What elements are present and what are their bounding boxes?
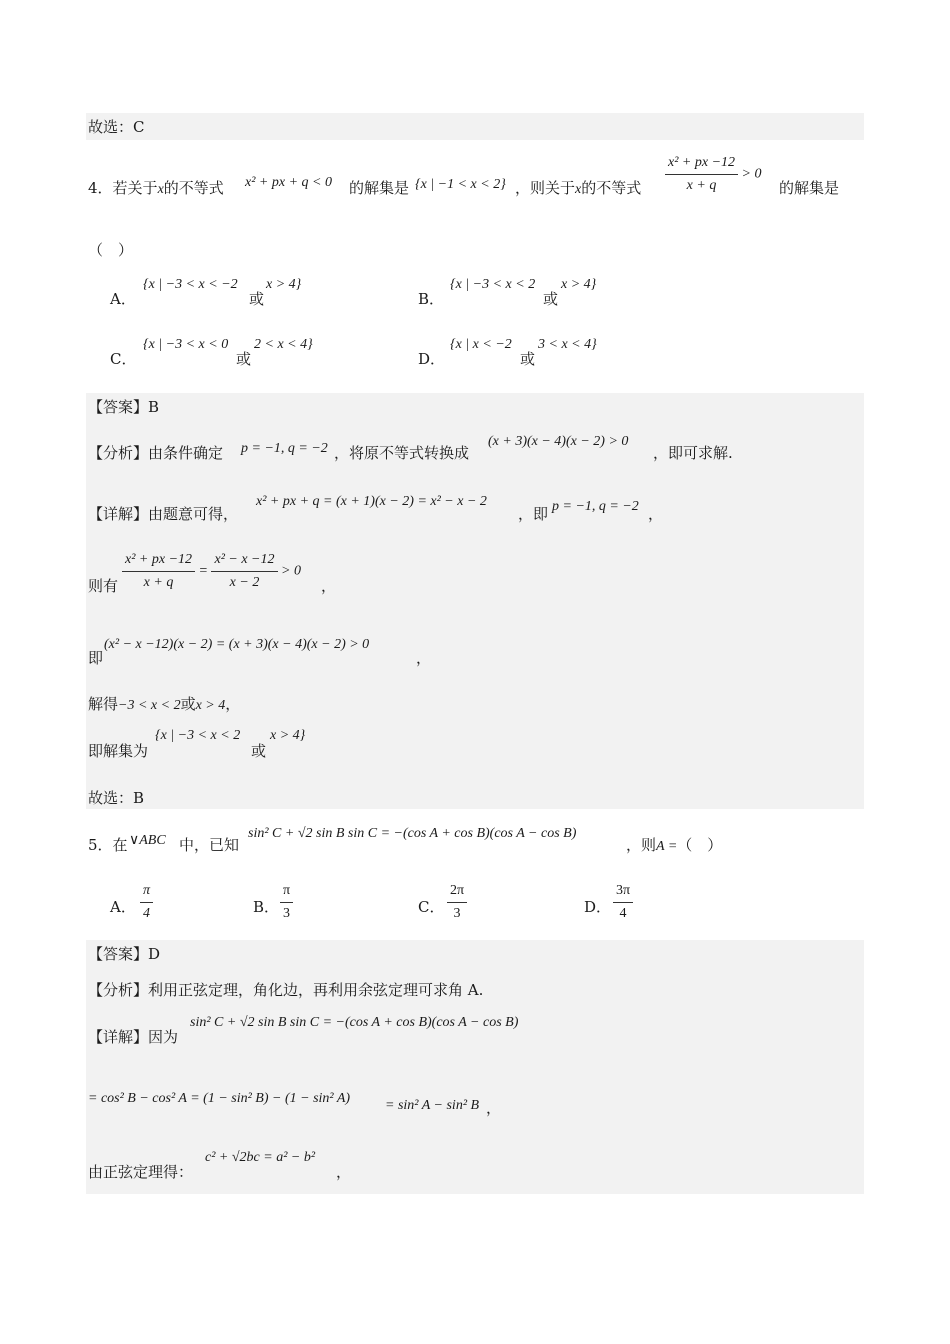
q5-detail: 【详解】因为 <box>88 1028 179 1046</box>
detail-tag: 【详解】 <box>88 505 149 523</box>
q5-number: 5． <box>88 836 113 854</box>
q4-stem-text-3: 的解集是 <box>349 179 410 197</box>
option-part-1: {x | x < −2 <box>450 337 512 352</box>
q5-analysis: 【分析】利用正弦定理，角化边，再利用余弦定理可求角 A. <box>88 981 484 999</box>
answer-value: B <box>148 398 160 416</box>
q4-fraction-denominator: x + q <box>686 178 717 193</box>
q4-stem-text-4: ，则关于x的不等式 <box>515 179 642 197</box>
option-fraction: $\frac{\pi}{3}$ <box>280 884 293 921</box>
q5-stem-text-3: ，则A =（ ） <box>626 836 723 854</box>
q4-set-part-1: {x | −3 < x < 2 <box>155 728 241 743</box>
option-label: C． <box>110 350 137 368</box>
q4-stem-text-2: 的不等式 <box>163 179 224 197</box>
option-label: C． <box>418 898 445 916</box>
q4-stem-text-1: 若关于 <box>112 179 158 197</box>
q5-law-of-sines-comma: ， <box>336 1163 352 1181</box>
q4-detail-expr: x² + px + q = (x + 1)(x − 2) = x² − x − 2 <box>256 494 487 509</box>
option-label: A． <box>110 898 136 916</box>
q5-triangle: ∨ABC <box>129 833 166 848</box>
q4-number: 4． <box>88 179 113 197</box>
option-label: A． <box>110 290 136 308</box>
q5-answer <box>88 947 160 962</box>
q4-detail-text-2: ，即 <box>518 505 549 523</box>
q4-detail-pq: p = −1, q = −2 <box>552 499 639 514</box>
q4-ji-comma: ， <box>416 649 432 667</box>
answer-value: D <box>148 945 161 963</box>
q5-derivation-line: = cos² B − cos² A = (1 − sin² B) − (1 − sin² A) <box>88 1091 351 1106</box>
option-part-1: {x | −3 < x < 0 <box>143 337 229 352</box>
q4-analysis: 【分析】由条件确定 <box>88 444 224 462</box>
q5-derivation-result: = sin² A − sin² B <box>385 1098 480 1113</box>
q4-then-has-comma: ， <box>321 577 337 595</box>
q4-set-or: 或 <box>251 742 267 760</box>
q5-law-of-sines-expr: c² + √2bc = a² − b² <box>205 1150 316 1165</box>
option-fraction: $\frac{3\pi}{4}$ <box>613 884 633 921</box>
q4-solution-set: {x | −1 < x < 2} <box>415 177 506 192</box>
q4-then-has: 则有 <box>88 577 119 595</box>
option-part-2: 2 < x < 4} <box>254 337 313 352</box>
q4-analysis-text-2: ，将原不等式转换成 <box>334 444 470 462</box>
q4-inequality: x² + px + q < 0 <box>245 175 332 190</box>
q5-law-of-sines-label: 由正弦定理得： <box>88 1163 194 1181</box>
q4-var-x: x <box>157 182 164 197</box>
analysis-tag: 【分析】 <box>88 981 149 999</box>
q4-stem <box>88 181 224 197</box>
q5-stem-text-2: 中，已知 <box>179 836 240 854</box>
q4-detail-text-3: ， <box>648 505 664 523</box>
q4-ji: 即 <box>88 649 104 667</box>
option-fraction: $\frac{2\pi}{3}$ <box>447 884 467 921</box>
q5-stem: 5．在 <box>88 836 128 854</box>
detail-tag: 【详解】 <box>88 1028 149 1046</box>
q4-conclusion: 故选：B <box>88 789 145 807</box>
option-or: 或 <box>236 350 252 368</box>
q4-fraction-chain: $\frac{\text{x² + px −12}}{x + q}$ = $\frac{\text{x² − x −12}}{x - 2}$ > 0 <box>122 553 301 590</box>
q4-fraction-inequality <box>665 156 761 193</box>
option-or: 或 <box>543 290 559 308</box>
q5-derivation-comma: ， <box>486 1099 502 1117</box>
q4-answer-paren: （ ） <box>88 241 134 259</box>
q4-fraction-relation: > 0 <box>741 166 762 182</box>
option-part-2: x > 4} <box>266 277 302 292</box>
q4-answer <box>88 400 159 415</box>
option-or: 或 <box>249 290 265 308</box>
option-part-1: {x | −3 < x < 2 <box>450 277 536 292</box>
option-part-1: {x | −3 < x < −2 <box>143 277 238 292</box>
option-label: B． <box>253 898 280 916</box>
q3-solution-block <box>86 113 864 140</box>
option-part-2: 3 < x < 4} <box>538 337 597 352</box>
q4-set-part-2: x > 4} <box>270 728 306 743</box>
q4-detail: 【详解】由题意可得， <box>88 505 239 523</box>
answer-tag: 【答案】 <box>88 398 149 416</box>
q4-ji-expr: (x² − x −12)(x − 2) = (x + 3)(x − 4)(x − 2) > 0 <box>104 637 370 652</box>
q5-detail-equation: sin² C + √2 sin B sin C = −(cos A + cos B)(cos A − cos B) <box>190 1015 519 1030</box>
q4-stem-text-6: 的解集是 <box>779 179 840 197</box>
option-label: D． <box>584 898 612 916</box>
answer-tag: 【答案】 <box>88 945 149 963</box>
q4-set-label: 即解集为 <box>88 742 149 760</box>
option-or: 或 <box>520 350 536 368</box>
option-fraction: $\frac{\pi}{4}$ <box>140 884 153 921</box>
option-label: B． <box>418 290 445 308</box>
q4-solve: 解得−3 < x < 2或x > 4， <box>88 695 241 713</box>
option-part-2: x > 4} <box>561 277 597 292</box>
q4-analysis-text-3: ，即可求解. <box>653 444 733 462</box>
q3-conclusion: 故选：C <box>88 118 145 136</box>
q4-analysis-expr: (x + 3)(x − 4)(x − 2) > 0 <box>488 434 629 449</box>
q5-solution-block <box>86 940 864 1194</box>
q4-analysis-pq: p = −1, q = −2 <box>241 441 328 456</box>
q5-equation: sin² C + √2 sin B sin C = −(cos A + cos B)(cos A − cos B) <box>248 826 577 841</box>
analysis-tag: 【分析】 <box>88 444 149 462</box>
option-label: D． <box>418 350 446 368</box>
q4-fraction-numerator: x² + px −12 <box>668 155 736 170</box>
